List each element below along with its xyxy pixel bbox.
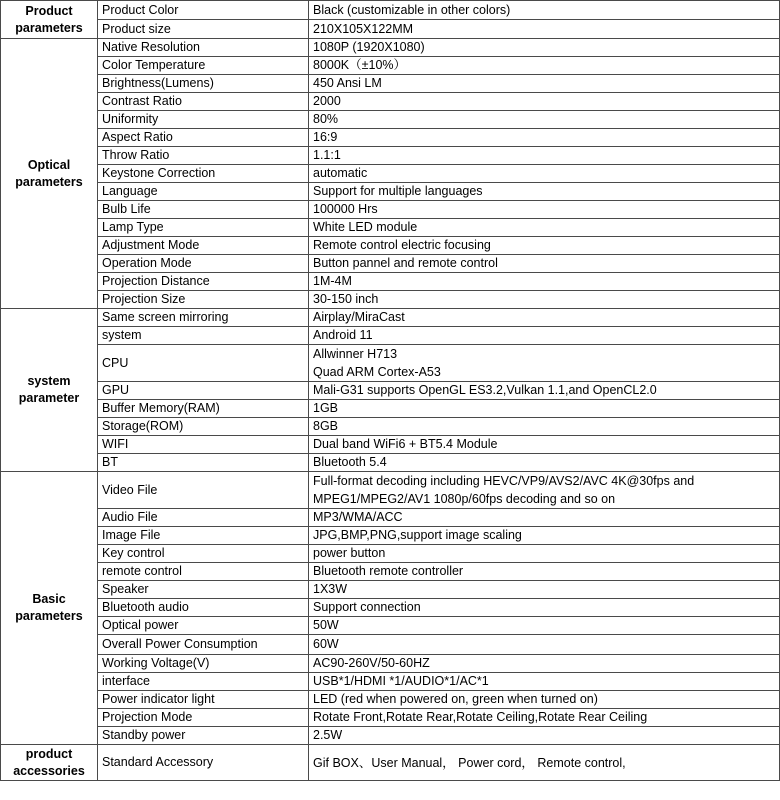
spec-value: 30-150 inch (309, 291, 780, 309)
spec-value: 16:9 (309, 129, 780, 147)
spec-label: Overall Power Consumption (98, 635, 309, 655)
spec-label: Language (98, 183, 309, 201)
spec-row (1, 147, 780, 165)
spec-label: WIFI (98, 436, 309, 454)
spec-row (1, 563, 780, 581)
spec-label: Standard Accessory (98, 745, 309, 781)
spec-row (1, 509, 780, 527)
spec-value: 50W (309, 617, 780, 635)
spec-row (1, 111, 780, 129)
spec-label: interface (98, 673, 309, 691)
spec-label: Key control (98, 545, 309, 563)
spec-label: Contrast Ratio (98, 93, 309, 111)
spec-value: White LED module (309, 219, 780, 237)
spec-label: Brightness(Lumens) (98, 75, 309, 93)
spec-value: Android 11 (309, 327, 780, 345)
spec-row (1, 599, 780, 617)
spec-value: power button (309, 545, 780, 563)
spec-label: Audio File (98, 509, 309, 527)
spec-value: 80% (309, 111, 780, 129)
spec-label: Lamp Type (98, 219, 309, 237)
spec-value: USB*1/HDMI *1/AUDIO*1/AC*1 (309, 673, 780, 691)
spec-value: Black (customizable in other colors) (309, 1, 780, 20)
spec-value: Rotate Front,Rotate Rear,Rotate Ceiling,Rotate Rear Ceiling (309, 709, 780, 727)
spec-value: MP3/WMA/ACC (309, 509, 780, 527)
spec-label: Projection Mode (98, 709, 309, 727)
spec-value: Gif BOX、User Manual， Power cord， Remote control, (309, 745, 780, 781)
spec-label: Product size (98, 20, 309, 39)
spec-row (1, 219, 780, 237)
spec-label: Video File (98, 472, 309, 509)
spec-label: Speaker (98, 581, 309, 599)
spec-value: 2.5W (309, 727, 780, 745)
spec-row (1, 436, 780, 454)
spec-row (1, 345, 780, 382)
spec-value: Button pannel and remote control (309, 255, 780, 273)
spec-row (1, 255, 780, 273)
spec-row (1, 183, 780, 201)
spec-label: Adjustment Mode (98, 237, 309, 255)
spec-value: 1080P (1920X1080) (309, 39, 780, 57)
section-category: Optical parameters (1, 39, 98, 309)
spec-value: automatic (309, 165, 780, 183)
spec-value: Bluetooth remote controller (309, 563, 780, 581)
spec-label: BT (98, 454, 309, 472)
spec-label: CPU (98, 345, 309, 382)
spec-row (1, 75, 780, 93)
spec-row (1, 545, 780, 563)
spec-value: 1GB (309, 400, 780, 418)
spec-row (1, 527, 780, 545)
spec-value: Support for multiple languages (309, 183, 780, 201)
spec-row (1, 309, 780, 327)
spec-row (1, 691, 780, 709)
spec-label: Operation Mode (98, 255, 309, 273)
spec-label: Keystone Correction (98, 165, 309, 183)
spec-label: Image File (98, 527, 309, 545)
spec-row (1, 745, 780, 781)
spec-value: 1.1:1 (309, 147, 780, 165)
spec-label: Color Temperature (98, 57, 309, 75)
spec-row (1, 673, 780, 691)
spec-label: Uniformity (98, 111, 309, 129)
section-category: product accessories (1, 745, 98, 781)
spec-label: Projection Distance (98, 273, 309, 291)
spec-row (1, 382, 780, 400)
spec-label: Standby power (98, 727, 309, 745)
spec-value: 1M-4M (309, 273, 780, 291)
spec-row (1, 57, 780, 75)
spec-row (1, 655, 780, 673)
spec-label: Bluetooth audio (98, 599, 309, 617)
spec-value: 100000 Hrs (309, 201, 780, 219)
spec-row (1, 39, 780, 57)
section-category: Basic parameters (1, 472, 98, 745)
spec-row (1, 327, 780, 345)
spec-label: Working Voltage(V) (98, 655, 309, 673)
spec-row (1, 291, 780, 309)
spec-label: Aspect Ratio (98, 129, 309, 147)
spec-row (1, 165, 780, 183)
spec-row (1, 418, 780, 436)
spec-value: 8000K（±10%） (309, 57, 780, 75)
spec-value: LED (red when powered on, green when turned on) (309, 691, 780, 709)
spec-label: Same screen mirroring (98, 309, 309, 327)
spec-value: 210X105X122MM (309, 20, 780, 39)
spec-label: remote control (98, 563, 309, 581)
spec-table-body (1, 1, 780, 781)
spec-row (1, 400, 780, 418)
spec-row (1, 1, 780, 20)
spec-row (1, 237, 780, 255)
spec-value: 450 Ansi LM (309, 75, 780, 93)
spec-label: Product Color (98, 1, 309, 20)
spec-label: system (98, 327, 309, 345)
spec-label: Throw Ratio (98, 147, 309, 165)
spec-label: Bulb Life (98, 201, 309, 219)
spec-value: JPG,BMP,PNG,support image scaling (309, 527, 780, 545)
spec-label: Buffer Memory(RAM) (98, 400, 309, 418)
spec-label: Storage(ROM) (98, 418, 309, 436)
spec-value: 60W (309, 635, 780, 655)
spec-row (1, 709, 780, 727)
spec-value: AC90-260V/50-60HZ (309, 655, 780, 673)
spec-row (1, 617, 780, 635)
spec-row (1, 581, 780, 599)
spec-label: Native Resolution (98, 39, 309, 57)
spec-value: Remote control electric focusing (309, 237, 780, 255)
spec-row (1, 472, 780, 509)
spec-value: 2000 (309, 93, 780, 111)
spec-row (1, 129, 780, 147)
section-category: Product parameters (1, 1, 98, 39)
spec-label: Projection Size (98, 291, 309, 309)
spec-row (1, 93, 780, 111)
spec-value: Support connection (309, 599, 780, 617)
spec-row (1, 727, 780, 745)
section-category: system parameter (1, 309, 98, 472)
spec-row (1, 20, 780, 39)
spec-value-line: Allwinner H713 (313, 347, 398, 361)
spec-row (1, 454, 780, 472)
spec-label: Optical power (98, 617, 309, 635)
spec-value: Bluetooth 5.4 (309, 454, 780, 472)
spec-label: GPU (98, 382, 309, 400)
spec-value-line: Quad ARM Cortex-A53 (313, 365, 441, 379)
spec-value: Airplay/MiraCast (309, 309, 780, 327)
spec-value: 1X3W (309, 581, 780, 599)
spec-row (1, 201, 780, 219)
spec-value: Mali-G31 supports OpenGL ES3.2,Vulkan 1.1,and OpenCL2.0 (309, 382, 780, 400)
spec-value (309, 345, 780, 382)
spec-row (1, 635, 780, 655)
spec-row (1, 273, 780, 291)
spec-value: 8GB (309, 418, 780, 436)
spec-value: Full-format decoding including HEVC/VP9/AVS2/AVC 4K@30fps and MPEG1/MPEG2/AV1 1080p/60fps decoding and so on (309, 472, 780, 509)
spec-value: Dual band WiFi6 + BT5.4 Module (309, 436, 780, 454)
spec-label: Power indicator light (98, 691, 309, 709)
